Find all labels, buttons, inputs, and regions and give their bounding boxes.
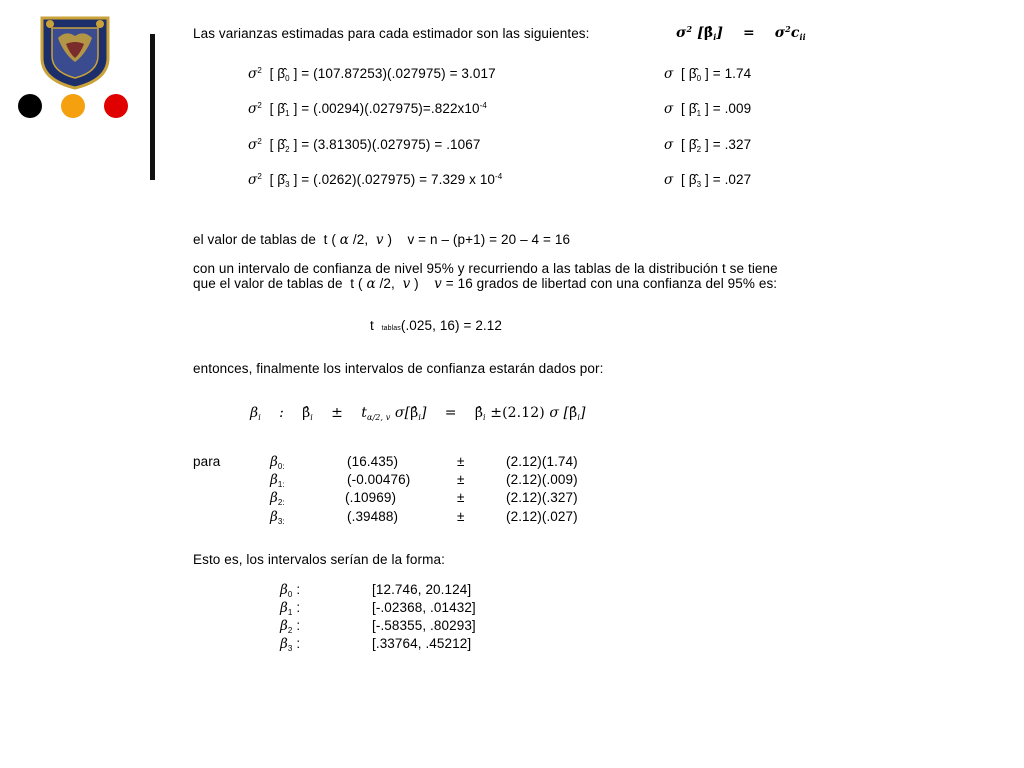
tabla-line2: con un intervalo de confianza de nivel 95% y recurriendo a las tablas de la distribución t se tiene (193, 261, 778, 276)
std-error-row-3: σ [ $\betâ_3$ ] = .027 (664, 172, 752, 189)
intro-text: Las varianzas estimadas para cada estimador son las siguientes: (193, 26, 590, 41)
variance-formula: $\sigma^2$ $[\betâ_i]$ = $\sigma^2c_{ii}$ (676, 24, 806, 42)
variance-row-3: $\sigma^2$ [ $\betâ_3$ ] = (.0262)(.027975) = 7.329 x $10^{-4}$ (248, 172, 503, 189)
std-error-row-1: σ [ $\betâ_1$ ] = .009 (664, 101, 752, 118)
para-margin-3: (2.12)(.027) (506, 509, 578, 524)
para-margin-1: (2.12)(.009) (506, 472, 578, 487)
forma-interval-0: [12.746, 20.124] (372, 582, 472, 597)
para-estimate-1: (-0.00476) (347, 472, 411, 487)
para-pm-2: ± (457, 490, 465, 505)
std-error-row-2: σ [ $\betâ_2$ ] = .327 (664, 137, 752, 154)
vertical-divider (150, 34, 155, 180)
forma-beta-1: $\beta_1$ : (280, 600, 301, 617)
t-tablas-value: t tablas(.025, 16) = 2.12 (370, 318, 502, 333)
orange-dot (61, 94, 85, 118)
university-shield-logo (36, 14, 114, 90)
para-estimate-0: (16.435) (347, 454, 399, 469)
variance-row-1: $\sigma^2$ [ $\betâ_1$ ] = $(.00294)(.027975)=.822x10^{-4}$ (248, 101, 487, 118)
intervals-intro: entonces, finalmente los intervalos de confianza estarán dados por: (193, 361, 604, 376)
para-pm-3: ± (457, 509, 465, 524)
para-beta-3: $\beta_{3:}$ (270, 509, 285, 526)
interval-formula: $\beta_i$ : $\betâ_i$ ± $t_{\alpha/2, v}$ $\sigma[\betâ_i]$ = $\betâ_i \pm(2.12)$ σ $[\betâ_i]$ (250, 405, 586, 422)
forma-beta-0: $\beta_0$ : (280, 582, 301, 599)
forma-intro: Esto es, los intervalos serían de la forma: (193, 552, 445, 567)
para-pm-0: ± (457, 454, 465, 469)
std-error-row-0: σ [ $\betâ_0$ ] = 1.74 (664, 66, 752, 83)
tabla-line3: que el valor de tablas de t ( α /2, v ) v = 16 grados de libertad con una confianza del 95% es: (193, 276, 778, 292)
para-beta-1: $\beta_{1:}$ (270, 472, 285, 489)
para-pm-1: ± (457, 472, 465, 487)
para-beta-2: $\beta_{2:}$ (270, 490, 285, 507)
para-margin-0: (2.12)(1.74) (506, 454, 578, 469)
black-dot (18, 94, 42, 118)
para-margin-2: (2.12)(.327) (506, 490, 578, 505)
forma-beta-2: $\beta_2$ : (280, 618, 301, 635)
forma-interval-1: [-.02368, .01432] (372, 600, 476, 615)
forma-interval-2: [-.58355, .80293] (372, 618, 476, 633)
variance-row-0: $\sigma^2$ [ $\betâ_0$ ] = (107.87253)(.027975) = 3.017 (248, 66, 496, 83)
variance-row-2: $\sigma^2$ [ $\betâ_2$ ] = (3.81305)(.027975) = .1067 (248, 137, 481, 154)
para-estimate-3: (.39488) (347, 509, 399, 524)
para-label: para (193, 454, 221, 469)
forma-interval-3: [.33764, .45212] (372, 636, 472, 651)
red-dot (104, 94, 128, 118)
para-estimate-2: (.10969) (345, 490, 397, 505)
forma-beta-3: $\beta_3$ : (280, 636, 301, 653)
tabla-line1: el valor de tablas de t ( α /2, v ) v = n – (p+1) = 20 – 4 = 16 (193, 232, 571, 248)
para-beta-0: $\beta_{0:}$ (270, 454, 285, 471)
